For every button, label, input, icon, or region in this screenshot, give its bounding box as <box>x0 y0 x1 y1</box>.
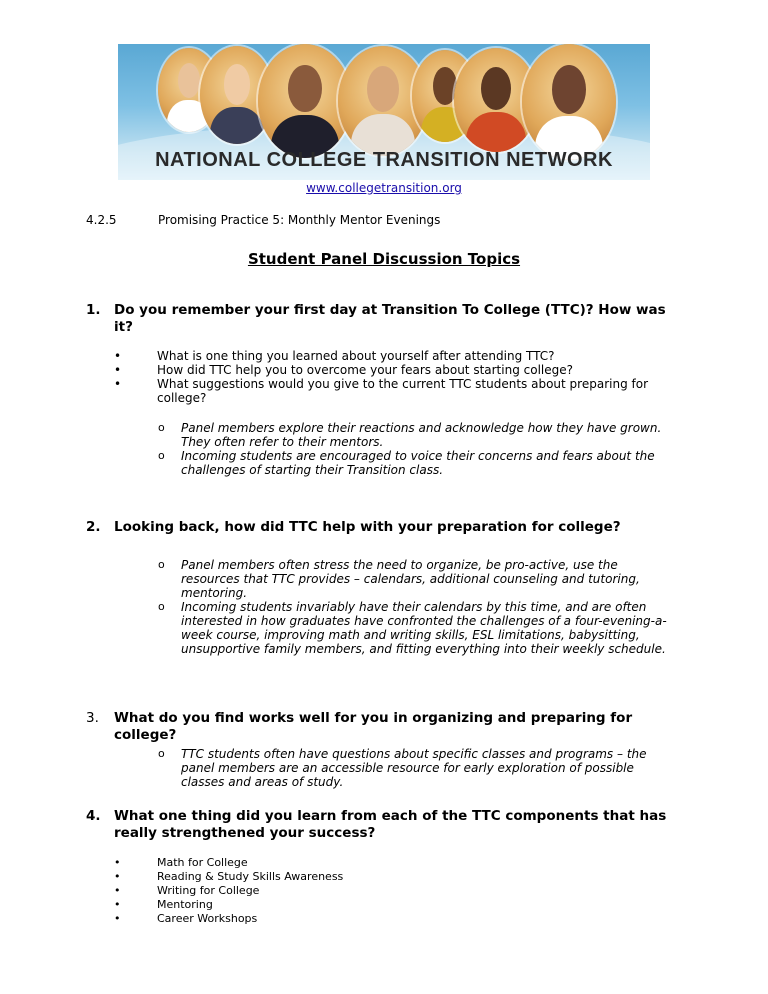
question-text: Looking back, how did TTC help with your preparation for college? <box>114 519 621 535</box>
question-4-bullets <box>114 856 674 926</box>
question-2 <box>86 519 686 536</box>
organization-title: NATIONAL COLLEGE TRANSITION NETWORK <box>155 149 613 171</box>
question-number: 4. <box>86 808 101 824</box>
website-link[interactable]: www.collegetransition.org <box>306 181 462 195</box>
list-item: • What suggestions would you give to the current TTC students about preparing for college? <box>114 377 674 405</box>
list-item: o Panel members explore their reactions and acknowledge how they have grown. They often refer to their mentors. <box>158 421 678 449</box>
question-3-notes <box>158 747 678 789</box>
section-title: Promising Practice 5: Monthly Mentor Evenings <box>158 213 441 227</box>
list-item: o TTC students often have questions about specific classes and programs – the panel members are an accessible resource for early exploration of possible classes and areas of study. <box>158 747 678 789</box>
header-banner <box>118 44 650 180</box>
question-text: What one thing did you learn from each of the TTC components that has really strengthened your success? <box>114 808 667 841</box>
student-photo <box>522 44 616 160</box>
list-item: • Reading & Study Skills Awareness <box>114 870 674 884</box>
section-number: 4.2.5 <box>86 213 117 227</box>
question-1 <box>86 302 686 336</box>
question-1-notes <box>158 421 678 477</box>
document-title: Student Panel Discussion Topics <box>247 250 521 268</box>
list-item: • How did TTC help you to overcome your fears about starting college? <box>114 363 674 377</box>
question-2-notes <box>158 558 678 656</box>
question-3 <box>86 710 686 744</box>
question-number: 2. <box>86 519 101 535</box>
list-item: • Mentoring <box>114 898 674 912</box>
list-item: o Panel members often stress the need to organize, be pro-active, use the resources that TTC provides – calendars, additional counseling and tutoring, mentoring. <box>158 558 678 600</box>
question-text: What do you find works well for you in organizing and preparing for college? <box>114 710 633 743</box>
list-item: • What is one thing you learned about yourself after attending TTC? <box>114 349 674 363</box>
question-1-bullets <box>114 349 674 405</box>
list-item: • Career Workshops <box>114 912 674 926</box>
list-item: o Incoming students invariably have their calendars by this time, and are often interested in how graduates have confronted the challenges of a four-evening-a-week course, improving math and writing skills, ESL limitations, babysitting, unsupportive family members, and fitting everything into their weekly schedule. <box>158 600 678 656</box>
question-4 <box>86 808 686 842</box>
list-item: • Math for College <box>114 856 674 870</box>
question-text: Do you remember your first day at Transition To College (TTC)? How was it? <box>114 302 666 335</box>
list-item: o Incoming students are encouraged to voice their concerns and fears about the challenges of starting their Transition class. <box>158 449 678 477</box>
list-item: • Writing for College <box>114 884 674 898</box>
question-number: 1. <box>86 302 101 318</box>
question-number: 3. <box>86 710 99 726</box>
